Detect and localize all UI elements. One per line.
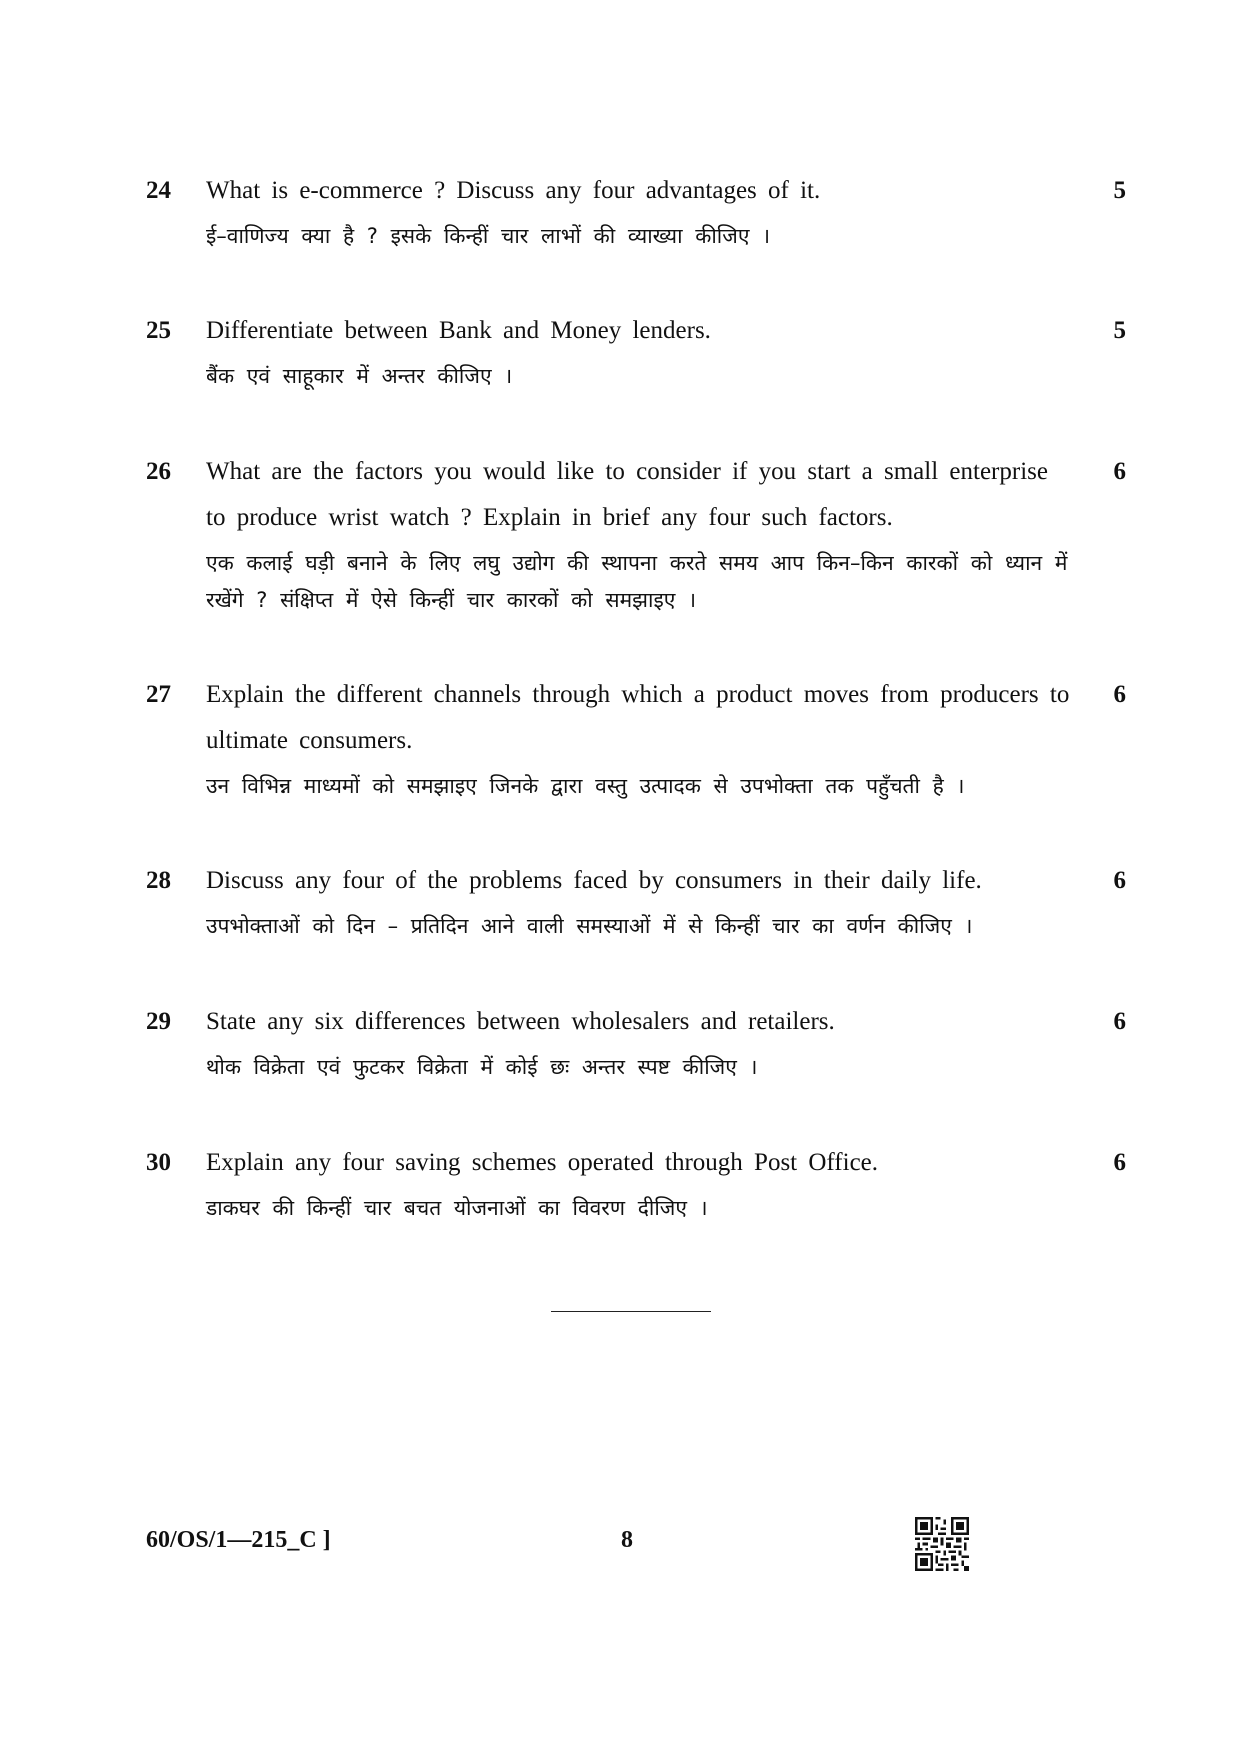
question-body [206, 449, 1076, 619]
question-marks: 6 [1113, 681, 1126, 708]
question-number: 28 [146, 867, 171, 894]
question-25 [146, 308, 1126, 395]
question-24 [146, 168, 1126, 255]
question-text-english: Discuss any four of the problems faced by consumers in their daily life. [206, 867, 982, 894]
question-text-hindi: एक कलाई घड़ी बनाने के लिए लघु उद्योग की स्थापना करते समय आप किन–किन कारकों को ध्यान में रखेंगे ? संक्षिप्त में ऐसे किन्हीं चार कारकों को समझाइए । [206, 551, 1068, 612]
question-number: 26 [146, 458, 171, 485]
question-30 [146, 1140, 1126, 1227]
question-body [206, 308, 1076, 395]
question-body [206, 999, 1076, 1086]
question-text-hindi: उपभोक्ताओं को दिन – प्रतिदिन आने वाली समस्याओं में से किन्हीं चार का वर्णन कीजिए । [206, 914, 973, 938]
question-marks: 6 [1113, 458, 1126, 485]
question-number: 30 [146, 1149, 171, 1176]
question-text-english: State any six differences between wholesalers and retailers. [206, 1008, 835, 1035]
qr-code-icon [915, 1517, 969, 1571]
question-text-english: Differentiate between Bank and Money lenders. [206, 317, 711, 344]
question-29 [146, 999, 1126, 1086]
question-marks: 6 [1113, 1008, 1126, 1035]
question-number: 27 [146, 681, 171, 708]
page-number: 8 [621, 1527, 633, 1553]
question-marks: 6 [1113, 1149, 1126, 1176]
question-marks: 6 [1113, 867, 1126, 894]
paper-code: 60/OS/1—215_C ] [146, 1527, 331, 1553]
question-body [206, 858, 1076, 945]
question-marks: 5 [1113, 177, 1126, 204]
question-text-english: What are the factors you would like to consider if you start a small enterprise to produce wrist watch ? Explain in brief any four such factors. [206, 458, 1048, 531]
question-text-hindi: बैंक एवं साहूकार में अन्तर कीजिए । [206, 364, 513, 388]
question-text-hindi: डाकघर की किन्हीं चार बचत योजनाओं का विवरण दीजिए । [206, 1196, 708, 1220]
question-28 [146, 858, 1126, 945]
question-27 [146, 672, 1126, 805]
question-text-hindi: उन विभिन्न माध्यमों को समझाइए जिनके द्वारा वस्तु उत्पादक से उपभोक्ता तक पहुँचती है । [206, 774, 965, 798]
question-text-english: What is e-commerce ? Discuss any four advantages of it. [206, 177, 821, 204]
question-26 [146, 449, 1126, 619]
question-text-english: Explain the different channels through which a product moves from producers to ultimate consumers. [206, 681, 1070, 754]
question-number: 24 [146, 177, 171, 204]
question-number: 25 [146, 317, 171, 344]
question-number: 29 [146, 1008, 171, 1035]
question-text-hindi: थोक विक्रेता एवं फुटकर विक्रेता में कोई छः अन्तर स्पष्ट कीजिए । [206, 1055, 758, 1079]
question-body [206, 168, 1076, 255]
end-divider [551, 1311, 711, 1312]
question-marks: 5 [1113, 317, 1126, 344]
question-body [206, 1140, 1076, 1227]
question-body [206, 672, 1076, 805]
question-text-english: Explain any four saving schemes operated through Post Office. [206, 1149, 879, 1176]
question-text-hindi: ई–वाणिज्य क्या है ? इसके किन्हीं चार लाभों की व्याख्या कीजिए । [206, 224, 771, 248]
